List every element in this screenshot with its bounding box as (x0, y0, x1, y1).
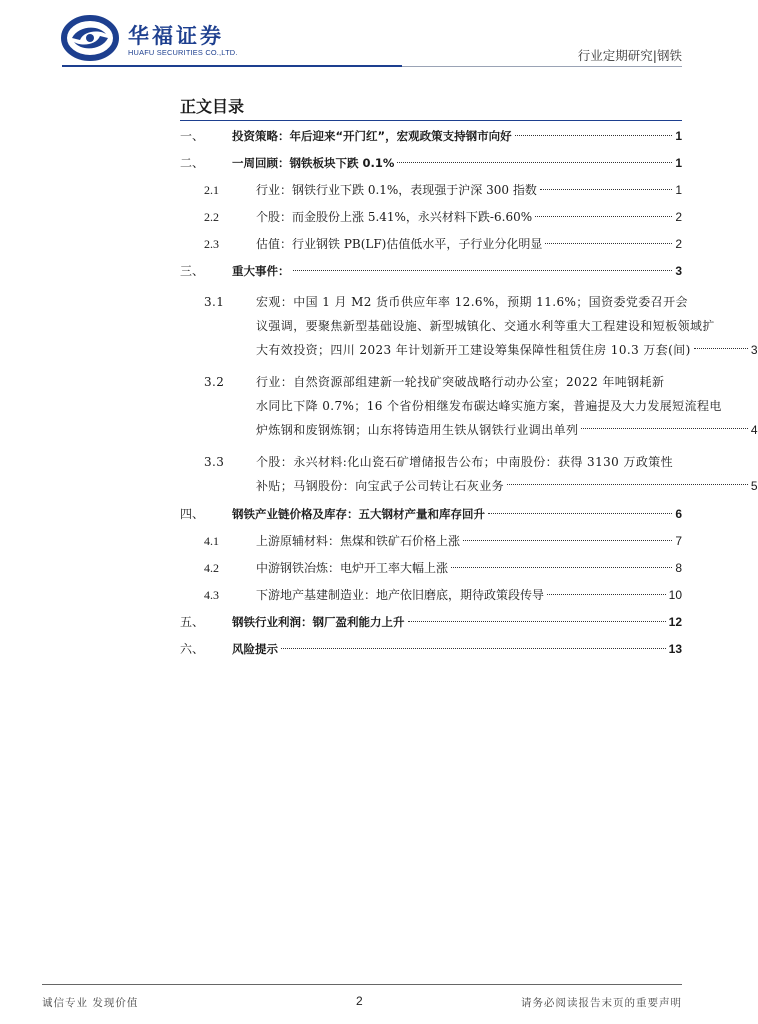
toc-entry[interactable] (180, 560, 682, 577)
toc-entry-page: 6 (675, 507, 682, 521)
toc-leader (451, 567, 672, 568)
toc-section[interactable] (180, 614, 682, 631)
toc-entry-page: 13 (668, 642, 682, 656)
toc-section[interactable] (180, 155, 682, 172)
toc-leader (281, 648, 666, 649)
company-logo (62, 14, 262, 62)
toc-entry-page: 10 (668, 588, 682, 602)
header-divider-thin (402, 66, 682, 67)
toc-entry-number: 4.2 (204, 561, 219, 575)
toc-entry-text: 大有效投资；四川 2023 年计划新开工建设筹集保障性租赁住房 10.3 万套(间) (256, 343, 691, 357)
toc-entry[interactable] (180, 370, 758, 442)
toc-leader (293, 270, 673, 271)
toc-leader (581, 428, 748, 429)
toc-entry-number: 四、 (180, 507, 205, 521)
toc-entry-page: 1 (675, 183, 682, 197)
toc-entry-text: 上游原辅材料：焦煤和铁矿石价格上涨 (256, 534, 461, 548)
footer-slogan: 诚信专业 发现价值 (42, 997, 139, 1009)
toc-entry-number: 2.1 (204, 183, 219, 197)
toc-entry[interactable] (180, 209, 682, 226)
toc-entry-number: 4.3 (204, 588, 219, 602)
toc-entry-number: 3.2 (204, 375, 225, 389)
toc-entry-page: 5 (750, 479, 758, 493)
toc-entry-text: 水同比下降 0.7%；16 个省份相继发布碳达峰实施方案，普遍提及大力发展短流程电 (256, 399, 722, 413)
header-divider (62, 65, 402, 67)
toc-entry-page: 8 (675, 561, 682, 575)
page-number: 2 (356, 994, 363, 1008)
logo-english-name: HUAFU SECURITIES CO.,LTD. (128, 48, 238, 57)
toc-entry-number: 一、 (180, 129, 205, 143)
toc-entry-text: 中游钢铁冶炼：电炉开工率大幅上涨 (256, 561, 449, 575)
toc-entry-text: 下游地产基建制造业：地产依旧磨底，期待政策段传导 (256, 588, 545, 602)
toc-leader (535, 216, 672, 217)
toc-title-divider (180, 120, 682, 121)
toc-entry-text: 投资策略：年后迎来“开门红”，宏观政策支持钢市向好 (232, 129, 512, 143)
toc-entry-text: 估值：行业钢铁 PB(LF)估值低水平，子行业分化明显 (256, 237, 543, 251)
toc-entry-page: 1 (675, 129, 682, 143)
toc-entry-number: 六、 (180, 642, 205, 656)
huafu-logo-icon (62, 14, 118, 62)
toc-section[interactable] (180, 506, 682, 523)
toc-leader (547, 594, 666, 595)
toc-leader (540, 189, 672, 190)
toc-entry-text: 个股：而金股份上涨 5.41%，永兴材料下跌-6.60% (256, 210, 533, 224)
toc-entry[interactable] (180, 290, 758, 362)
toc-section[interactable] (180, 263, 682, 280)
toc-leader (694, 348, 748, 349)
toc-entry-number: 三、 (180, 264, 205, 278)
toc-entry-text: 炉炼钢和废钢炼钢；山东将铸造用生铁从钢铁行业调出单列 (256, 423, 579, 437)
toc-entry-page: 4 (750, 423, 758, 437)
toc-leader (545, 243, 672, 244)
toc-entry-page: 3 (750, 343, 758, 357)
toc-entry-text: 宏观：中国 1 月 M2 货币供应年率 12.6%，预期 11.6%；国资委党委召开会 (256, 295, 688, 309)
page-header (0, 0, 724, 70)
toc-leader (507, 484, 748, 485)
toc-entry[interactable] (180, 450, 758, 498)
toc-entry[interactable] (180, 182, 682, 199)
toc-entry-number: 二、 (180, 156, 205, 170)
toc-entry-page: 2 (675, 210, 682, 224)
toc-section[interactable] (180, 128, 682, 145)
toc-entry-text: 个股：永兴材料:化山瓷石矿增储报告公布；中南股份：获得 3130 万政策性 (256, 455, 674, 469)
toc-entry-text: 行业：钢铁行业下跌 0.1%，表现强于沪深 300 指数 (256, 183, 537, 197)
toc-entry-page: 1 (675, 156, 682, 170)
logo-chinese-name: 华福证券 (128, 24, 224, 48)
toc-entry-text: 钢铁行业利润：钢厂盈利能力上升 (232, 615, 405, 629)
toc-entry-number: 4.1 (204, 534, 219, 548)
report-category: 行业定期研究|钢铁 (577, 48, 682, 63)
footer-disclaimer: 请务必阅读报告末页的重要声明 (521, 997, 682, 1009)
toc-entry-number: 2.3 (204, 237, 219, 251)
toc-entry[interactable] (180, 533, 682, 550)
toc-entry-page: 3 (675, 264, 682, 278)
toc-entry-text: 行业：自然资源部组建新一轮找矿突破战略行动办公室；2022 年吨钢耗新 (256, 375, 665, 389)
toc-leader (488, 513, 672, 514)
toc-entry-text: 钢铁产业链价格及库存：五大钢材产量和库存回升 (232, 507, 485, 521)
toc-title: 正文目录 (180, 97, 245, 116)
toc-entry-number: 五、 (180, 615, 205, 629)
toc-entry-text: 风险提示 (232, 642, 278, 656)
toc-entry-text: 一周回顾：钢铁板块下跌 0.1% (232, 156, 395, 170)
footer-divider (42, 984, 682, 985)
toc-entry-page: 7 (675, 534, 682, 548)
toc-entry-text: 重大事件： (232, 264, 290, 278)
toc-section[interactable] (180, 641, 682, 658)
toc-entry-text: 补贴；马钢股份：向宝武子公司转让石灰业务 (256, 479, 505, 493)
toc-leader (463, 540, 672, 541)
toc-leader (397, 162, 672, 163)
toc-entry-number: 2.2 (204, 210, 219, 224)
toc-entry-page: 12 (668, 615, 682, 629)
toc-entry-number: 3.1 (204, 295, 225, 309)
toc-entry-number: 3.3 (204, 455, 225, 469)
toc-entry-page: 2 (675, 237, 682, 251)
toc-entry[interactable] (180, 587, 682, 604)
toc-leader (408, 621, 666, 622)
toc-entry[interactable] (180, 236, 682, 253)
toc-entry-text: 议强调，要聚焦新型基础设施、新型城镇化、交通水利等重大工程建设和短板领域扩 (256, 319, 715, 333)
toc-leader (515, 135, 673, 136)
